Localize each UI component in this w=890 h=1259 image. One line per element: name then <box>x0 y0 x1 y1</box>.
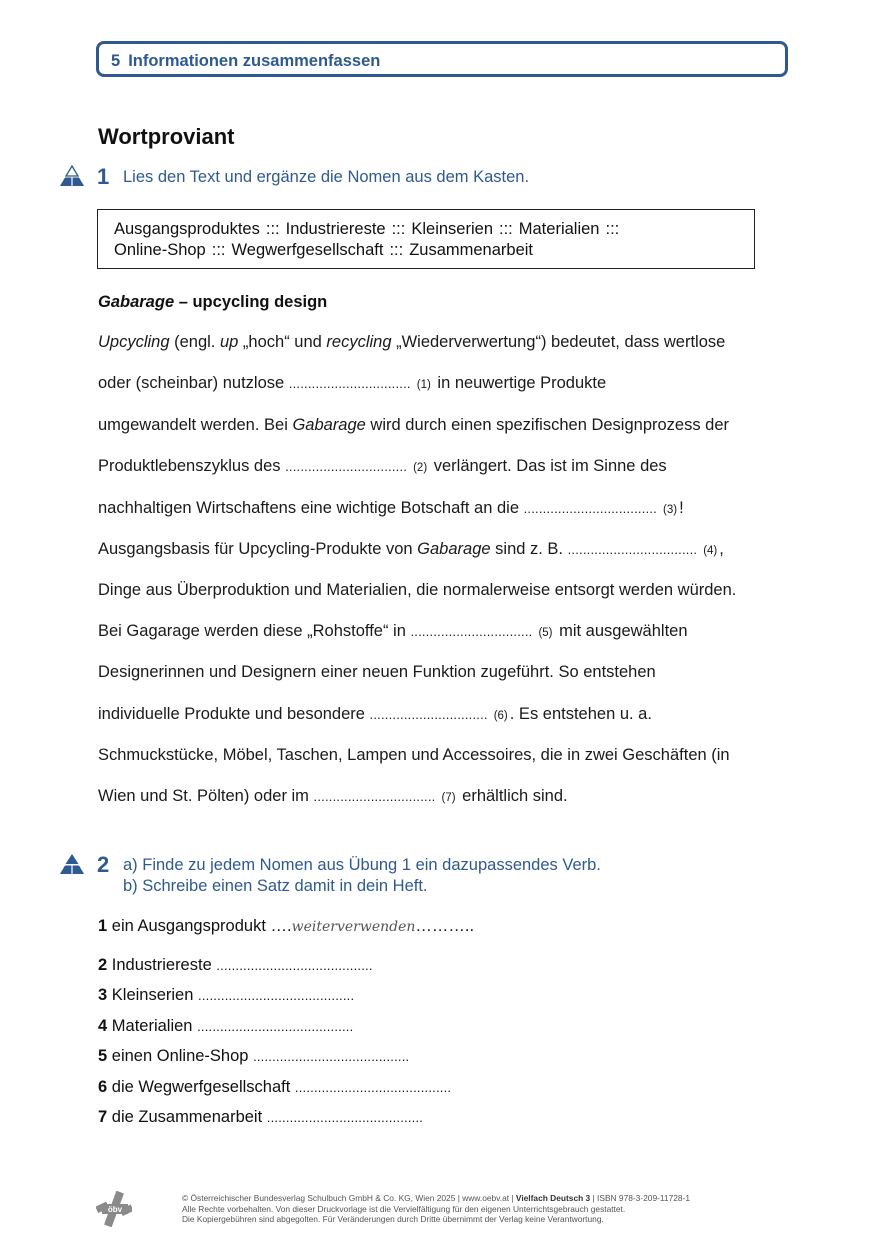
difficulty-pyramid-level-2-icon <box>59 853 85 875</box>
word-box-word: Industriereste <box>285 220 386 238</box>
exercise-noun: Kleinserien <box>111 986 194 1004</box>
answer-blank[interactable]: ......................................... <box>266 1110 424 1125</box>
exercise-item <box>98 1108 423 1127</box>
text-title-brand: Gabarage <box>98 293 175 311</box>
answer-blank[interactable]: ……….. <box>415 917 475 935</box>
text-line <box>98 787 568 806</box>
exercise-number: 4 <box>98 1017 108 1035</box>
gap-blank[interactable]: ................................ <box>288 376 411 391</box>
chapter-title <box>111 52 388 71</box>
gap-blank[interactable]: ................................... <box>523 501 657 516</box>
text-segment: , <box>719 540 724 558</box>
gap-blank[interactable]: ................................ <box>410 624 533 639</box>
gap-number: (3) <box>663 504 678 516</box>
italic-term: Upcycling <box>98 333 170 351</box>
text-segment: Bei Gagarage werden diese „Rohstoffe“ in <box>98 622 411 640</box>
exercise-number: 2 <box>98 956 108 974</box>
text-segment: sind z. B. <box>490 540 568 558</box>
text-title <box>98 293 327 312</box>
exercise-item <box>98 1078 451 1097</box>
italic-term: up <box>219 333 239 351</box>
gap-number: (7) <box>441 792 456 804</box>
gap-blank[interactable]: ................................ <box>313 789 436 804</box>
handwritten-answer[interactable]: weiterverwenden <box>291 919 416 935</box>
footer-isbn: | ISBN 978-3-209-11728-1 <box>590 1193 691 1203</box>
text-segment: Wien und St. Pölten) oder im <box>98 787 314 805</box>
footer-line-2: Alle Rechte vorbehalten. Von dieser Druckvorlage ist die Vervielfältigung für den eigenen Unterrichtsgebrauch gestattet. <box>182 1203 626 1214</box>
text-segment: ! <box>679 499 684 517</box>
text-line <box>98 746 730 765</box>
exercise-item <box>98 986 354 1005</box>
exercise-noun: die Wegwerfgesellschaft <box>111 1078 291 1096</box>
text-segment: in neuwertige Produkte <box>432 374 607 392</box>
text-line <box>98 622 688 641</box>
word-box-word: Zusammenarbeit <box>409 241 534 259</box>
text-line <box>98 333 725 352</box>
answer-blank[interactable]: ......................................... <box>197 1019 354 1034</box>
word-box-word: Kleinserien <box>411 220 493 238</box>
exercise-item <box>98 956 373 975</box>
gap-number: (1) <box>416 379 431 391</box>
exercise-noun: Materialien <box>111 1017 193 1035</box>
italic-term: recycling <box>326 333 392 351</box>
oebv-logo <box>96 1191 132 1227</box>
italic-term: Gabarage <box>417 540 491 558</box>
exercise-number: 5 <box>98 1047 108 1065</box>
text-segment: „hoch“ und <box>238 333 327 351</box>
text-segment: Dinge aus Überproduktion und Materialien, die normalerweise entsorgt werden würden. <box>98 581 737 599</box>
text-segment: wird durch einen spezifischen Designprozess der <box>365 416 730 434</box>
task-1-instruction: Lies den Text und ergänze die Nomen aus dem Kasten. <box>123 168 530 186</box>
exercise-item <box>98 1017 353 1036</box>
text-segment: erhältlich sind. <box>457 787 568 805</box>
logo-text: öbv <box>107 1205 123 1214</box>
word-box-line-1 <box>114 219 738 240</box>
exercise-noun: Industriereste <box>111 956 212 974</box>
exercise-item <box>98 917 474 936</box>
task-2-number: 2 <box>97 852 110 877</box>
separator: ::: <box>391 220 406 238</box>
text-segment: individuelle Produkte und besondere <box>98 705 370 723</box>
exercise-number: 6 <box>98 1078 108 1096</box>
word-box-word: Materialien <box>518 220 600 238</box>
chapter-header-box <box>96 41 788 77</box>
gap-number: (4) <box>703 545 718 557</box>
gap-blank[interactable]: ................................ <box>285 459 408 474</box>
gap-number: (2) <box>413 462 428 474</box>
section-title: Wortproviant <box>98 124 235 149</box>
answer-blank-lead: …. <box>270 917 292 935</box>
text-segment: umgewandelt werden. Bei <box>98 416 293 434</box>
text-title-rest: – upcycling design <box>178 293 328 311</box>
text-line <box>98 416 729 435</box>
text-line <box>98 457 667 476</box>
text-line <box>98 581 736 600</box>
gap-number: (5) <box>538 627 553 639</box>
exercise-noun: einen Online-Shop <box>111 1047 249 1065</box>
separator: ::: <box>265 220 280 238</box>
gap-blank[interactable]: .................................. <box>567 542 698 557</box>
text-segment: . Es entstehen u. a. <box>509 705 652 723</box>
text-segment: verlängert. Das ist im Sinne des <box>429 457 667 475</box>
text-segment: Produktlebenszyklus des <box>98 457 286 475</box>
separator: ::: <box>389 241 404 259</box>
text-segment: oder (scheinbar) nutzlose <box>98 374 289 392</box>
exercise-noun: die Zusammenarbeit <box>111 1108 263 1126</box>
chapter-name: Informationen zusammenfassen <box>128 52 381 70</box>
footer-book-title: Vielfach Deutsch 3 <box>515 1193 591 1203</box>
exercise-number: 3 <box>98 986 108 1004</box>
difficulty-pyramid-level-1-icon <box>59 165 85 187</box>
separator: ::: <box>499 220 513 238</box>
text-line <box>98 499 684 518</box>
word-box-word: Online-Shop <box>114 241 206 259</box>
text-line <box>98 663 656 682</box>
word-box-word: Wegwerfgesellschaft <box>231 241 384 259</box>
exercise-number: 1 <box>98 917 108 935</box>
gap-number: (6) <box>493 710 508 722</box>
exercise-item <box>98 1047 409 1066</box>
task-1-number: 1 <box>97 164 110 189</box>
text-segment: nachhaltigen Wirtschaftens eine wichtige Botschaft an die <box>98 499 524 517</box>
text-segment: „Wiederverwertung“) bedeutet, dass wertlose <box>391 333 726 351</box>
word-box <box>97 209 755 269</box>
answer-blank[interactable]: ......................................... <box>198 988 355 1003</box>
text-segment: Designerinnen und Designern einer neuen Funktion zugeführt. So entstehen <box>98 663 656 681</box>
separator: ::: <box>605 220 620 238</box>
task-2-instructions <box>123 855 601 897</box>
task-2-instruction-b: b) Schreibe einen Satz damit in dein Heft. <box>123 877 428 895</box>
italic-term: Gabarage <box>292 416 366 434</box>
answer-blank[interactable]: ......................................... <box>253 1049 410 1064</box>
chapter-number: 5 <box>111 52 121 70</box>
gap-blank[interactable]: ............................... <box>369 707 488 722</box>
footer-copyright <box>182 1193 690 1225</box>
separator: ::: <box>211 241 226 259</box>
text-line <box>98 540 724 559</box>
footer-line-1 <box>182 1193 690 1204</box>
text-segment: Schmuckstücke, Möbel, Taschen, Lampen und Accessoires, die in zwei Geschäften (in <box>98 746 730 764</box>
text-segment: (engl. <box>169 333 220 351</box>
exercise-noun: ein Ausgangsprodukt <box>111 917 266 935</box>
text-line <box>98 374 606 393</box>
exercise-number: 7 <box>98 1108 108 1126</box>
text-segment: Ausgangsbasis für Upcycling-Produkte von <box>98 540 418 558</box>
footer-line-3: Die Kopiergebühren sind abgegolten. Für Veränderungen durch Dritte übernimmt der Verlag keine Verantwortung. <box>182 1214 604 1224</box>
text-line <box>98 705 652 724</box>
text-segment: mit ausgewählten <box>554 622 688 640</box>
task-2-instruction-a: a) Finde zu jedem Nomen aus Übung 1 ein dazupassendes Verb. <box>123 856 601 874</box>
word-box-line-2 <box>114 240 738 261</box>
word-box-word: Ausgangsproduktes <box>114 220 260 238</box>
answer-blank[interactable]: ......................................... <box>294 1080 452 1095</box>
footer-publisher: © Österreichischer Bundesverlag Schulbuch GmbH & Co. KG, Wien 2025 | www.oebv.at | <box>182 1193 516 1203</box>
answer-blank[interactable]: ......................................... <box>216 958 373 973</box>
